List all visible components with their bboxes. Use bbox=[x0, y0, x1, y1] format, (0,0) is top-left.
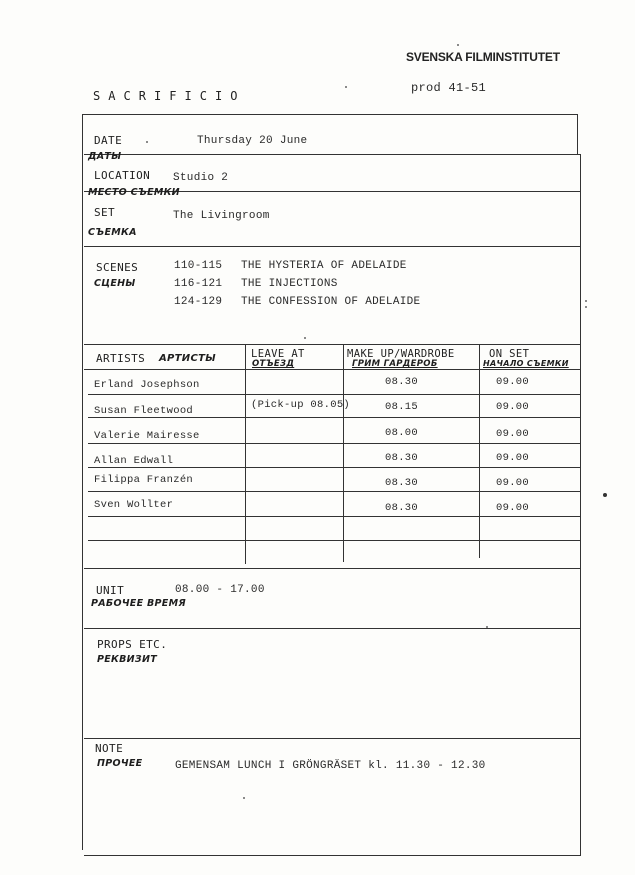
artist-name: Susan Fleetwood bbox=[94, 405, 194, 417]
scenes-label: SCENES bbox=[96, 261, 139, 274]
production-number: prod 41-51 bbox=[411, 81, 487, 95]
set-label-russian: СЪЕМКА bbox=[88, 227, 137, 238]
location-label: LOCATION bbox=[94, 169, 151, 182]
on-set-time: 09.00 bbox=[496, 376, 530, 388]
makeup-time: 08.30 bbox=[385, 477, 419, 489]
artist-name: Sven Wollter bbox=[94, 499, 174, 511]
artist-name: Allan Edwall bbox=[94, 455, 174, 467]
on-set-time: 09.00 bbox=[496, 401, 530, 413]
set-value: The Livingroom bbox=[173, 210, 270, 222]
scene-range: 110-115 bbox=[174, 260, 223, 272]
makeup-header-russian: ГРИМ ГАРДЕРОБ bbox=[352, 359, 438, 369]
props-label: PROPS ETC. bbox=[97, 638, 168, 651]
artists-header-russian: АРТИСТЫ bbox=[159, 353, 216, 364]
makeup-time: 08.15 bbox=[385, 401, 419, 413]
leave-at-header: LEAVE AT bbox=[251, 348, 305, 360]
note-text: GEMENSAM LUNCH I GRÖNGRÄSET kl. 11.30 - 12.30 bbox=[175, 760, 486, 772]
makeup-time: 08.30 bbox=[385, 376, 419, 388]
unit-label-russian: РАБОЧЕЕ ВРЕМЯ bbox=[91, 598, 186, 609]
date-label: DATE bbox=[94, 134, 123, 147]
scene-title: THE CONFESSION OF ADELAIDE bbox=[241, 296, 421, 308]
date-label-russian: ДАТЫ bbox=[88, 151, 122, 162]
on-set-time: 09.00 bbox=[496, 477, 530, 489]
set-label: SET bbox=[94, 206, 116, 219]
on-set-header-russian: НАЧАЛО СЪЕМКИ bbox=[483, 359, 569, 368]
film-title: S A C R I F I C I O bbox=[93, 89, 238, 103]
location-label-russian: МЕСТО СЪЕМКИ bbox=[88, 187, 180, 198]
scene-title: THE HYSTERIA OF ADELAIDE bbox=[241, 260, 407, 272]
on-set-time: 09.00 bbox=[496, 428, 530, 440]
organization-name: SVENSKA FILMINSTITUTET bbox=[406, 50, 560, 64]
scene-range: 116-121 bbox=[174, 278, 223, 290]
artists-header: ARTISTS bbox=[96, 352, 146, 365]
note-label-russian: ПРОЧЕЕ bbox=[97, 758, 143, 769]
scene-title: THE INJECTIONS bbox=[241, 278, 338, 290]
on-set-header: ON SET bbox=[489, 348, 530, 360]
makeup-time: 08.30 bbox=[385, 452, 419, 464]
location-value: Studio 2 bbox=[173, 172, 229, 184]
makeup-time: 08.00 bbox=[385, 427, 419, 439]
on-set-time: 09.00 bbox=[496, 452, 530, 464]
scenes-label-russian: СЦЕНЫ bbox=[94, 278, 136, 289]
makeup-header: MAKE UP/WARDROBE bbox=[347, 348, 455, 360]
scene-range: 124-129 bbox=[174, 296, 223, 308]
note-label: NOTE bbox=[95, 742, 124, 755]
artist-name: Erland Josephson bbox=[94, 379, 200, 391]
on-set-time: 09.00 bbox=[496, 502, 530, 514]
leave-time: (Pick-up 08.05) bbox=[251, 399, 351, 411]
makeup-time: 08.30 bbox=[385, 502, 419, 514]
artist-name: Valerie Mairesse bbox=[94, 430, 200, 442]
date-value: Thursday 20 June bbox=[197, 135, 308, 147]
unit-label: UNIT bbox=[96, 584, 125, 597]
artist-name: Filippa Franzén bbox=[94, 474, 194, 486]
leave-at-header-russian: ОТЪЕЗД bbox=[252, 359, 295, 369]
unit-hours: 08.00 - 17.00 bbox=[175, 584, 265, 596]
props-label-russian: РЕКВИЗИТ bbox=[97, 654, 157, 665]
